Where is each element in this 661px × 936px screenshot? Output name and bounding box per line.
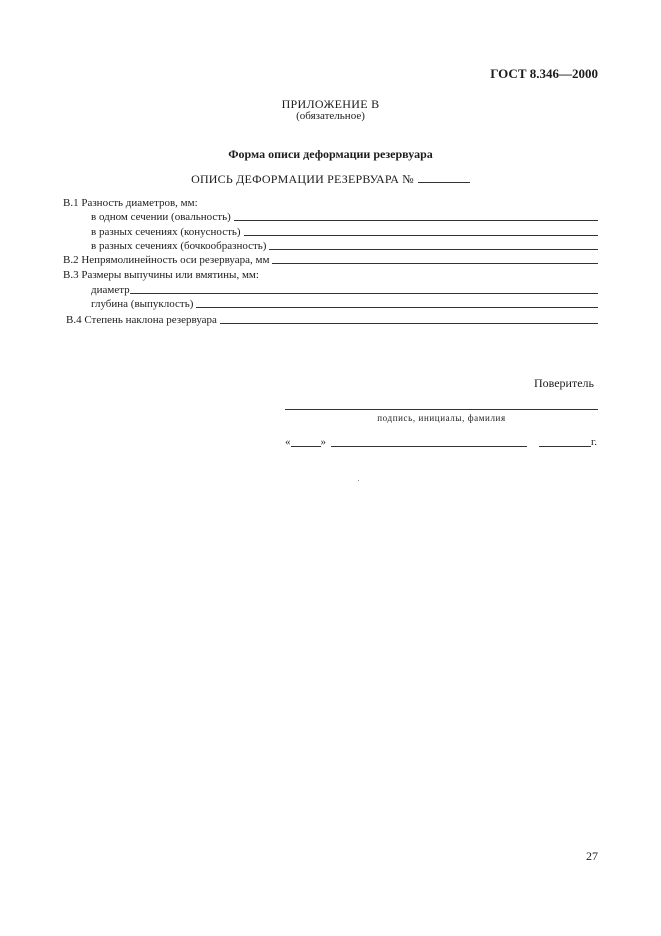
- section-b4-heading: В.4 Степень наклона резервуара: [66, 314, 217, 326]
- year-field[interactable]: [539, 436, 591, 447]
- tilt-field[interactable]: [220, 322, 598, 324]
- row-diameter: [91, 283, 598, 297]
- month-field[interactable]: [331, 436, 527, 447]
- ovality-field[interactable]: [234, 219, 598, 221]
- inventory-title: [0, 171, 661, 187]
- doc-code: ГОСТ 8.346—2000: [490, 66, 598, 81]
- section-b3-heading: В.3 Размеры выпучины или вмятины, мм:: [63, 269, 259, 281]
- inventory-title-text: ОПИСЬ ДЕФОРМАЦИИ РЕЗЕРВУАРА №: [191, 172, 414, 186]
- section-b2-heading: В.2 Непрямолинейность оси резервуара, мм: [63, 254, 270, 266]
- day-field[interactable]: [291, 436, 321, 447]
- inventory-number-field[interactable]: [418, 171, 470, 183]
- signature-field[interactable]: [285, 409, 598, 410]
- depth-field[interactable]: [196, 306, 598, 308]
- section-b1-heading: В.1 Разность диаметров, мм:: [63, 197, 198, 209]
- signature-caption: подпись, инициалы, фамилия: [377, 413, 506, 423]
- row-label: в разных сечениях (конусность): [91, 226, 241, 238]
- row-label: глубина (выпуклость): [91, 298, 194, 310]
- row-label: в разных сечениях (бочкообразность): [91, 240, 267, 252]
- diameter-field[interactable]: [130, 292, 598, 294]
- scan-speck: [358, 480, 359, 481]
- form-title: Форма описи деформации резервуара: [228, 147, 433, 161]
- row-tilt: [66, 313, 598, 327]
- appendix-subtitle: (обязательное): [296, 110, 365, 122]
- quote-open: «: [285, 436, 291, 448]
- date-row: [285, 435, 597, 449]
- row-depth: [91, 297, 598, 311]
- year-suffix: г.: [591, 436, 598, 448]
- appendix-title: ПРИЛОЖЕНИЕ В: [281, 97, 380, 111]
- conicity-field[interactable]: [244, 234, 598, 236]
- row-ovality: [91, 210, 598, 224]
- row-barrel: [91, 239, 598, 253]
- verifier-label: Поверитель: [533, 376, 594, 390]
- quote-close: »: [320, 436, 326, 448]
- row-axis-nonstraightness: [63, 253, 598, 267]
- barrel-field[interactable]: [269, 248, 598, 250]
- row-label: диаметр: [91, 284, 130, 296]
- page-number: 27: [586, 849, 598, 863]
- row-label: в одном сечении (овальность): [91, 211, 231, 223]
- row-conicity: [91, 225, 598, 239]
- axis-nonstraightness-field[interactable]: [272, 262, 598, 264]
